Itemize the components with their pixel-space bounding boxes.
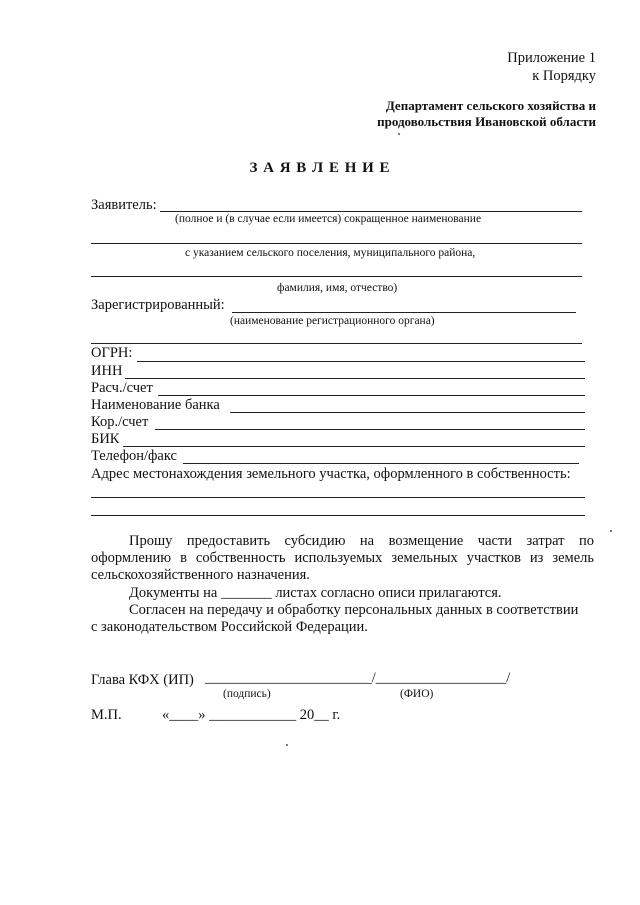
address-input-line-1[interactable]: [91, 497, 585, 498]
scan-speck: [610, 530, 612, 532]
inn-input-line[interactable]: [125, 378, 585, 379]
registered-input-line-2[interactable]: [91, 343, 582, 344]
ogrn-label: ОГРН:: [91, 345, 133, 361]
documents-prefix: Документы на: [129, 585, 218, 601]
applicant-label: Заявитель:: [91, 197, 157, 213]
seal-label: М.П.: [91, 707, 122, 723]
phone-label: Телефон/факс: [91, 448, 177, 464]
fio-hint: (ФИО): [400, 688, 434, 700]
inn-label: ИНН: [91, 363, 123, 379]
address-input-line-2[interactable]: [91, 515, 585, 516]
applicant-input-line[interactable]: [160, 211, 582, 212]
request-line-3: сельскохозяйственного назначения.: [91, 567, 310, 583]
phone-input-line[interactable]: [183, 463, 579, 464]
signature-hint: (подпись): [223, 688, 271, 700]
bik-input-line[interactable]: [123, 446, 585, 447]
address-label: Адрес местонахождения земельного участка, оформленного в собственность:: [91, 466, 571, 482]
appendix-line-1: Приложение 1: [507, 50, 596, 66]
applicant-input-line-3[interactable]: [91, 276, 582, 277]
consent-line-1: Согласен на передачу и обработку персональных данных в соответствии: [129, 602, 579, 618]
corr-account-label: Кор./счет: [91, 414, 149, 430]
registered-input-line[interactable]: [232, 312, 576, 313]
scan-speck: [286, 744, 288, 746]
date-field[interactable]: «____» ____________ 20__ г.: [162, 707, 341, 723]
account-input-line[interactable]: [158, 395, 585, 396]
ogrn-input-line[interactable]: [137, 361, 585, 362]
consent-line-2: с законодательством Российской Федерации.: [91, 619, 368, 635]
scan-speck: [398, 133, 400, 135]
registered-hint: (наименование регистрационного органа): [230, 315, 435, 327]
signature-line[interactable]: _______________________/__________________/: [205, 670, 511, 686]
request-line-1: Прошу предоставить субсидию на возмещение части затрат по: [129, 533, 594, 549]
applicant-hint-2: с указанием сельского поселения, муниципального района,: [185, 247, 476, 259]
corr-account-input-line[interactable]: [155, 429, 585, 430]
applicant-hint-1: (полное и (в случае если имеется) сокращенное наименование: [175, 213, 482, 225]
registered-label: Зарегистрированный:: [91, 297, 225, 313]
documents-count-blank[interactable]: _______: [220, 585, 272, 601]
department-line-1: Департамент сельского хозяйства и: [385, 98, 596, 113]
request-line-2: оформлению в собственность используемых земельных участков из земель: [91, 550, 594, 566]
bank-label: Наименование банка: [91, 397, 220, 413]
head-label: Глава КФХ (ИП): [91, 672, 194, 688]
bik-label: БИК: [91, 431, 120, 447]
applicant-input-line-2[interactable]: [91, 243, 582, 244]
documents-line: [129, 585, 502, 602]
bank-input-line[interactable]: [230, 412, 585, 413]
appendix-line-2: к Порядку: [532, 68, 596, 84]
department-line-2: продовольствия Ивановской области: [377, 114, 596, 129]
account-label: Расч./счет: [91, 380, 153, 396]
documents-suffix: листах согласно описи прилагаются.: [275, 585, 502, 601]
document-title: З А Я В Л Е Н И Е: [249, 160, 391, 176]
applicant-hint-3: фамилия, имя, отчество): [277, 282, 398, 294]
